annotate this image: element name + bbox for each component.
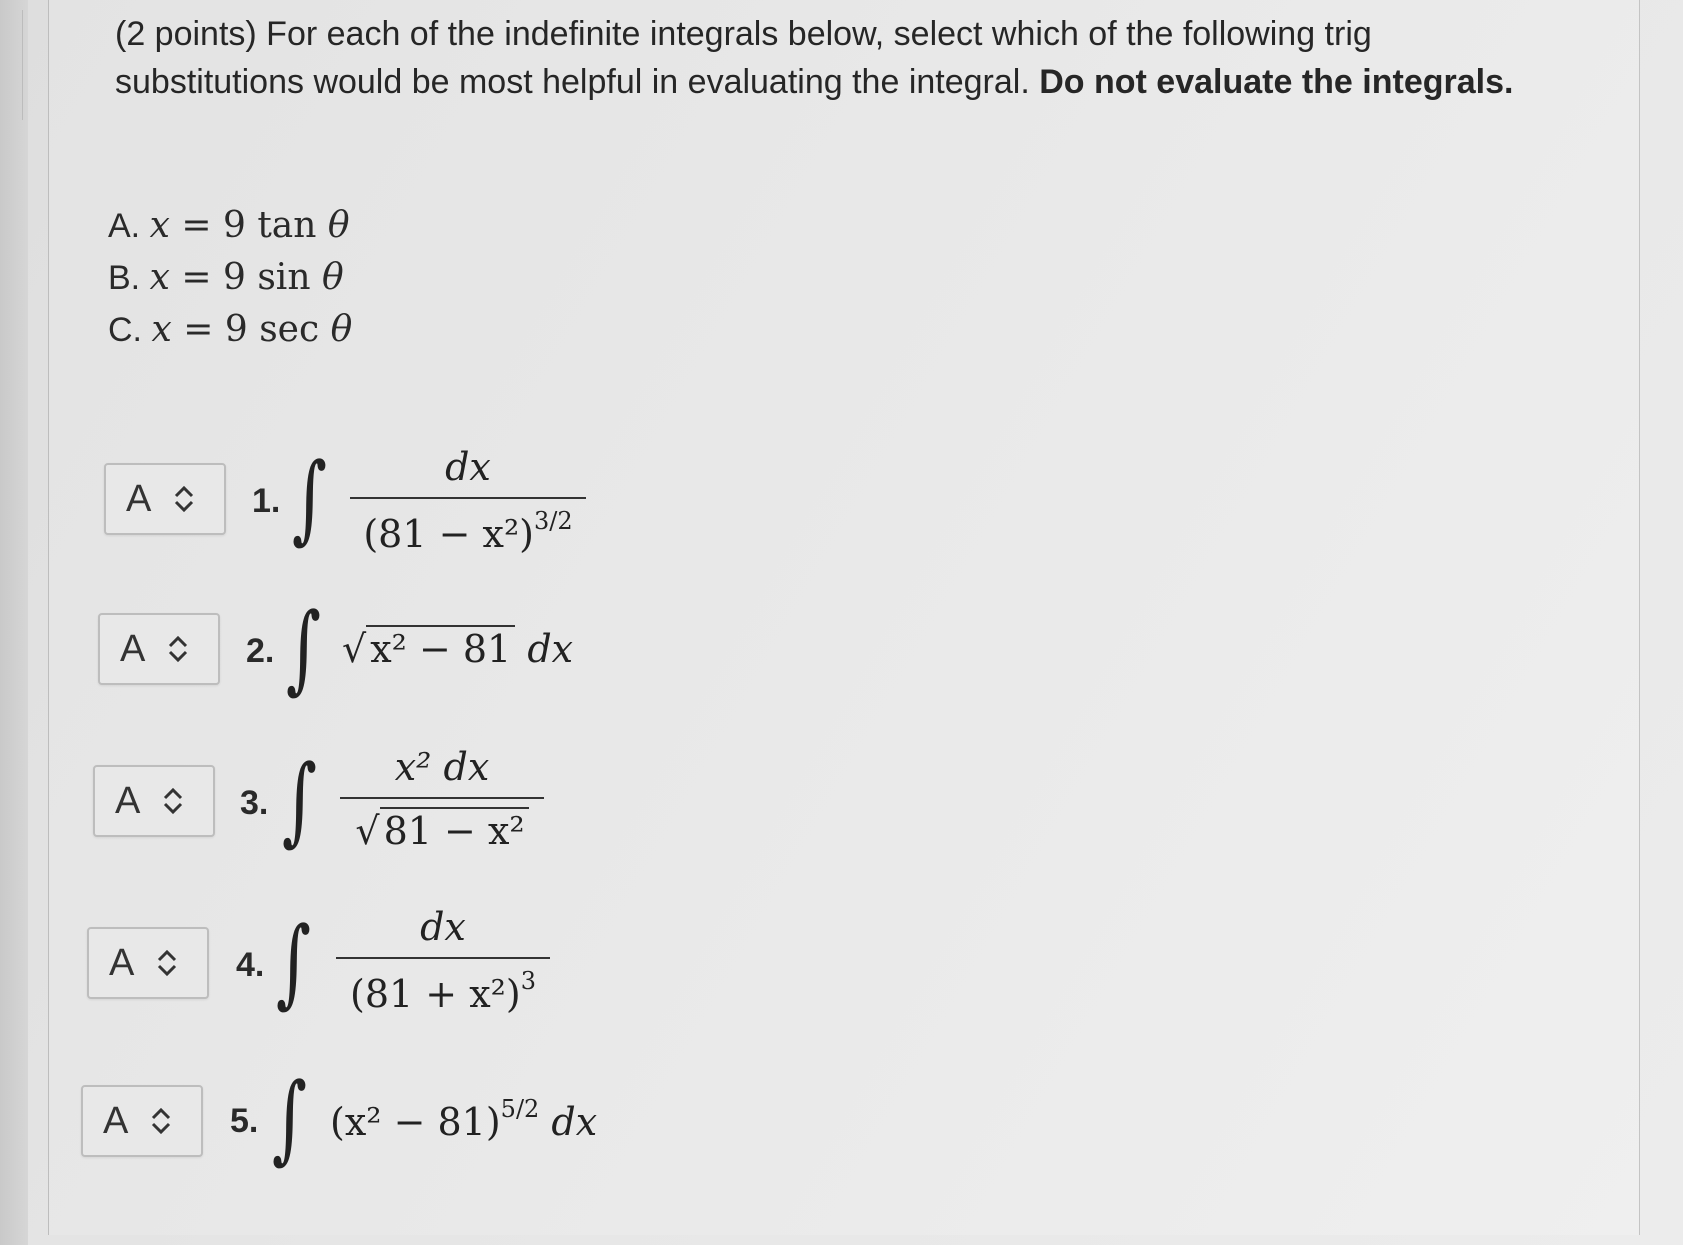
integrand-expression xyxy=(342,625,573,671)
differential: dx xyxy=(551,1100,598,1144)
select-value: A xyxy=(109,941,135,984)
integral-sign: ∫ xyxy=(292,442,328,554)
integrand-base: (x² − 81) xyxy=(330,1100,501,1144)
question-number: 5. xyxy=(230,1102,259,1140)
select-value: A xyxy=(115,779,141,822)
choice-fn: tan xyxy=(257,205,317,246)
integral-sign: ∫ xyxy=(282,744,318,856)
select-value: A xyxy=(103,1099,129,1142)
choice-letter: A. xyxy=(108,207,141,245)
integrand-fraction xyxy=(340,745,544,853)
updown-chevron-icon xyxy=(150,1106,172,1136)
square-root: √ x² − 81 xyxy=(342,625,515,671)
answer-select-2[interactable] xyxy=(98,613,220,685)
choice-lhs: x xyxy=(149,257,170,298)
numerator: x² dx xyxy=(394,745,490,789)
updown-chevron-icon xyxy=(162,786,184,816)
choice-var: θ xyxy=(327,205,350,246)
choice-rel: = xyxy=(181,205,212,246)
integral-sign: ∫ xyxy=(276,906,312,1018)
answer-select-4[interactable] xyxy=(87,927,209,999)
prompt-text: (2 points) For each of the indefinite integrals below, select which of the following trig substitutions would be most helpful in evaluating the integral. xyxy=(115,15,1372,101)
choice-rel: = xyxy=(181,257,212,298)
choice-b xyxy=(108,257,352,309)
updown-chevron-icon xyxy=(167,634,189,664)
choice-rel: = xyxy=(183,309,214,350)
choice-var: θ xyxy=(330,309,353,350)
denominator-base: (81 − x²) xyxy=(363,512,535,556)
choice-letter: B. xyxy=(108,259,141,297)
denominator-exponent: 3/2 xyxy=(534,507,573,535)
left-edge-strip xyxy=(0,0,28,1245)
choice-letter: C. xyxy=(108,311,142,349)
denominator-exponent: 3 xyxy=(520,967,536,995)
choice-coef: 9 xyxy=(222,257,246,298)
denominator-base: (81 + x²) xyxy=(350,972,521,1016)
numerator: dx xyxy=(420,905,466,949)
question-number: 4. xyxy=(236,946,265,984)
differential: dx xyxy=(527,627,574,671)
square-root: √ 81 − x² xyxy=(355,807,528,853)
choice-coef: 9 xyxy=(222,205,246,246)
question-number: 1. xyxy=(252,482,281,520)
radicand: x² − 81 xyxy=(366,625,515,671)
left-edge-tab xyxy=(0,10,23,120)
choice-a xyxy=(108,205,352,257)
integrand-fraction xyxy=(350,445,586,556)
prompt-bold-instruction: Do not evaluate the integrals. xyxy=(1039,63,1514,101)
answer-select-1[interactable] xyxy=(104,463,226,535)
choice-fn: sec xyxy=(259,309,320,350)
integrand-exponent: 5/2 xyxy=(500,1095,540,1123)
integral-sign: ∫ xyxy=(272,1062,308,1174)
answer-select-5[interactable] xyxy=(81,1085,203,1157)
choice-var: θ xyxy=(321,257,344,298)
answer-select-3[interactable] xyxy=(93,765,215,837)
question-number: 3. xyxy=(240,784,269,822)
choice-fn: sin xyxy=(257,257,311,298)
substitution-choices xyxy=(108,205,352,361)
updown-chevron-icon xyxy=(173,484,195,514)
choice-coef: 9 xyxy=(224,309,248,350)
choice-lhs: x xyxy=(149,205,170,246)
select-value: A xyxy=(120,627,146,670)
select-value: A xyxy=(126,477,152,520)
question-prompt xyxy=(115,10,1515,106)
question-number: 2. xyxy=(246,632,275,670)
numerator: dx xyxy=(445,445,491,489)
radicand: 81 − x² xyxy=(380,807,529,853)
integral-sign: ∫ xyxy=(286,592,322,704)
integrand-expression xyxy=(330,1095,597,1144)
choice-lhs: x xyxy=(151,309,172,350)
integrand-fraction xyxy=(336,905,550,1016)
choice-c xyxy=(108,309,352,361)
updown-chevron-icon xyxy=(156,948,178,978)
